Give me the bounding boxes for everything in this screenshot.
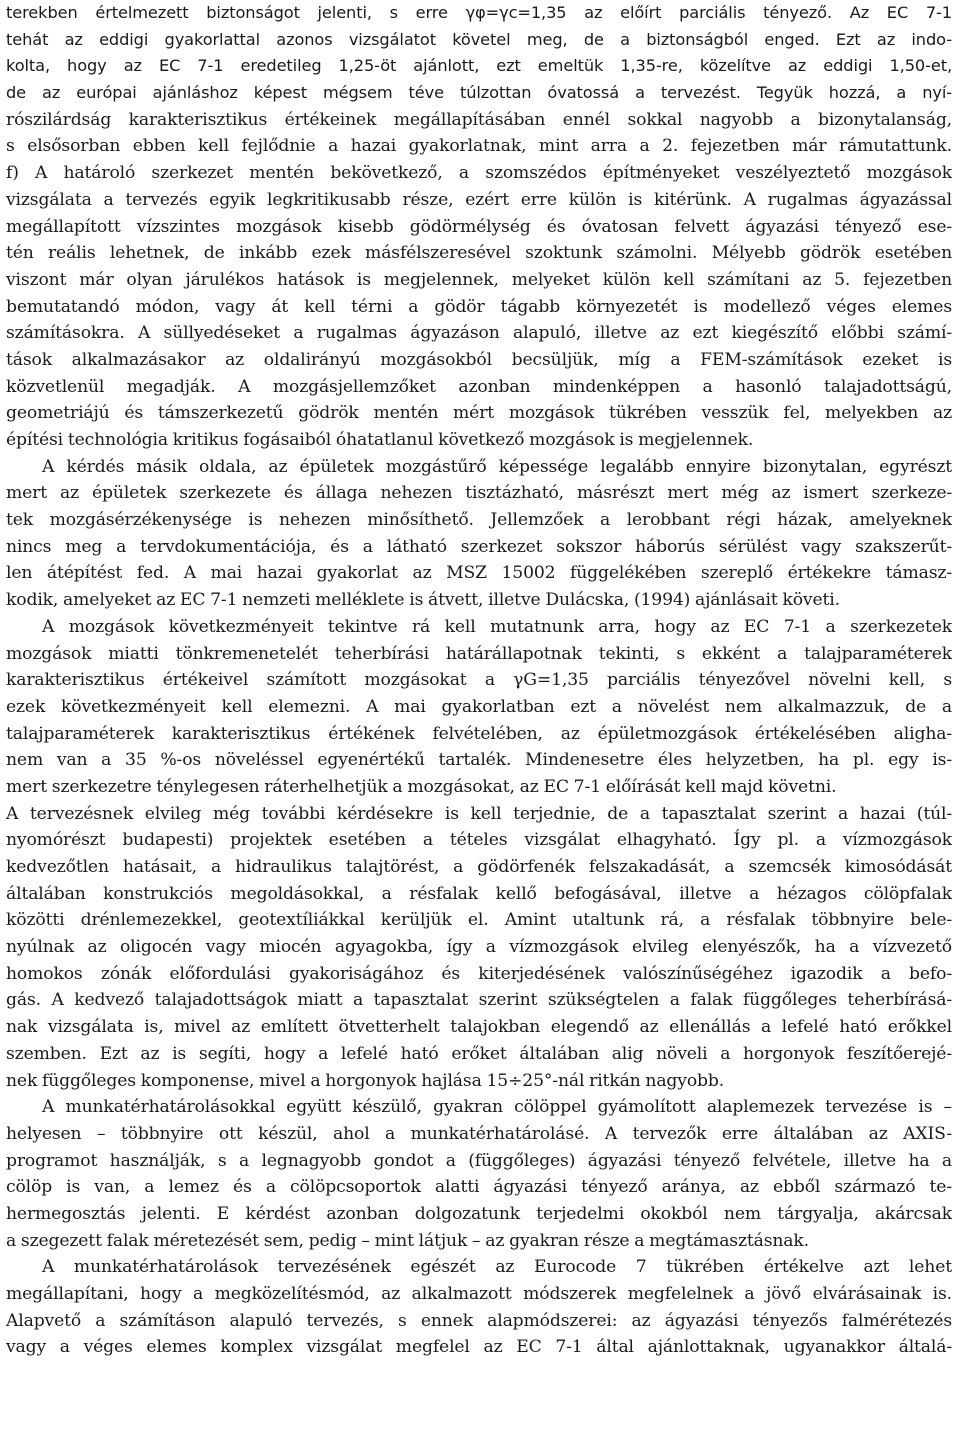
- text-line: de az európai ajánláshoz képest mégsem téve túlzottan óvatossá a tervezést. Tegyük hozzá, a nyí-: [6, 83, 952, 103]
- text-line: bemutatandó módon, vagy át kell térni a gödör tágabb környezetét is modellező véges elemes: [6, 296, 952, 317]
- text-line: számításokra. A süllyedéseket a rugalmas ágyazáson alapuló, illetve az ezt kiegészítő előbbi számí-: [6, 323, 952, 344]
- text-line: kolta, hogy az EC 7-1 eredetileg 1,25-öt ajánlott, ezt emeltük 1,35-re, közelítve az eddigi 1,50-et,: [6, 56, 952, 76]
- text-line: talajparaméterek karakterisztikus értékének felvételében, az épületmozgások értékelésében aligha-: [6, 723, 952, 744]
- text-line: hermegosztás jelenti. E kérdést azonban dolgozatunk terjedelmi okokból nem tárgyalja, akárcsak: [6, 1203, 952, 1224]
- text-line: geometriájú és támszerkezetű gödrök mentén mért mozgások tükrében vesszük fel, melyekben az: [6, 403, 952, 424]
- text-line: Alapvető a számításon alapuló tervezés, s ennek alapmódszerei: az ágyazási tényezős falmérétezés: [6, 1310, 952, 1331]
- text-line: általában konstrukciós megoldásokkal, a résfalak kellő befogásával, illetve a hézagos cölöpfalak: [6, 883, 952, 904]
- text-line: nek függőleges komponense, mivel a horgonyok hajlása 15÷25°-nál ritkán nagyobb.: [6, 1070, 725, 1091]
- text-line: s elsősorban ebben kell fejlődnie a hazai gyakorlatnak, mint arra a 2. fejezetben már rámutattunk.: [6, 136, 952, 157]
- text-line: A munkatérhatárolásokkal együtt készülő, gyakran cölöppel gyámolított alaplemezek tervezése is –: [42, 1097, 952, 1118]
- text-line: kedvezőtlen hatásait, a hidraulikus talajtörést, a gödörfenék felszakadását, a szemcsék kimosódását: [6, 857, 952, 877]
- text-line: A mozgások következményeit tekintve rá kell mutatnunk arra, hogy az EC 7-1 a szerkezetek: [42, 616, 952, 637]
- text-line: megállapított vízszintes mozgások kisebb gödörmélység és óvatosan felvett ágyazási tényező ese-: [6, 216, 952, 237]
- text-line: mozgások miatti tönkremenetelét teherbírási határállapotnak tekinti, s ekként a talajparaméterek: [6, 643, 952, 664]
- text-line: A munkatérhatárolások tervezésének egészét az Eurocode 7 tükrében értékelve azt lehet: [42, 1257, 952, 1278]
- text-line: mert az épületek szerkezete és állaga nehezen tisztázható, másrészt mert még az ismert szerkeze-: [6, 483, 952, 504]
- text-line: a szegezett falak méretezését sem, pedig – mint látjuk – az gyakran része a megtámasztásnak.: [6, 1230, 809, 1251]
- text-line: ezek következményeit kell elemezni. A mai gyakorlatban ezt a növelést nem alkalmazzuk, de a: [6, 696, 952, 717]
- text-line: nyomórészt budapesti) projektek esetében a tételes vizsgálat elhagyható. Így pl. a vízmozgások: [6, 830, 952, 851]
- text-line: szemben. Ezt az is segíti, hogy a lefelé ható erőket általában alig növeli a horgonyok feszítőerejé-: [6, 1043, 952, 1064]
- text-line: tén reális lehetnek, de inkább ezek másfélszeresével szoktunk számolni. Mélyebb gödrök esetében: [6, 243, 952, 264]
- text-line: vagy a véges elemes komplex vizsgálat megfelel az EC 7-1 által ajánlottaknak, ugyanakkor általá-: [6, 1337, 952, 1358]
- text-line: vizsgálata a tervezés egyik legkritikusabb része, ezért erre külön is kitérünk. A rugalmas ágyazással: [6, 189, 952, 210]
- text-line: homokos zónák előfordulási gyakoriságához és kiterjedésének valószínűségéhez igazodik a befo-: [6, 963, 952, 984]
- text-line: viszont már olyan járulékos hatások is megjelennek, melyeket külön kell számítani az 5. fejezetben: [6, 269, 952, 290]
- text-line: karakterisztikus értékeivel számított mozgásokat a γG=1,35 parciális tényezővel növelni kell, s: [6, 670, 952, 691]
- text-line: mert szerkezetre ténylegesen ráterhelhetjük a mozgásokat, az EC 7-1 előírását kell majd követni.: [6, 776, 837, 797]
- text-line: megállapítani, hogy a megközelítésmód, az alkalmazott módszerek megfelelnek a jövő elvárásainak is.: [6, 1284, 952, 1304]
- text-line: közvetlenül megadják. A mozgásjellemzőket azonban mindenképpen a hasonló talajadottságú,: [6, 376, 952, 397]
- text-line: rószilárdság karakterisztikus értékeinek megállapításában ennél sokkal nagyobb a bizonytalanság,: [6, 109, 952, 130]
- text-line: gás. A kedvező talajadottságok miatt a tapasztalat szerint szükségtelen a falak függőleges teherbírásá-: [6, 990, 952, 1011]
- text-line: építési technológia kritikus fogásaiból óhatatlanul következő mozgások is megjelennek.: [6, 430, 754, 450]
- text-line: A kérdés másik oldala, az épületek mozgástűrő képessége legalább ennyire bizonytalan, egyrészt: [42, 456, 952, 477]
- text-line: közötti drénlemezekkel, geotextíliákkal kerüljük el. Amint utaltunk rá, a résfalak többnyire bele-: [6, 910, 952, 931]
- text-line: terekben értelmezett biztonságot jelenti, s erre γφ=γc=1,35 az előírt parciális tényező. Az EC 7-1: [6, 3, 952, 22]
- text-line: nyúlnak az oligocén vagy miocén agyagokba, így a vízmozgások elvileg elenyészők, ha a vízvezető: [6, 937, 952, 958]
- text-line: tek mozgásérzékenysége is nehezen minősíthető. Jellemzőek a lerobbant régi házak, amelyeknek: [6, 510, 952, 531]
- text-line: A tervezésnek elvileg még további kérdésekre is kell terjednie, de a tapasztalat szerint a hazai (túl-: [6, 803, 952, 824]
- text-line: programot használják, s a legnagyobb gondot a (függőleges) ágyazási tényező felvétele, illetve ha a: [6, 1150, 952, 1171]
- text-line: helyesen – többnyire ott készül, ahol a munkatérhatárolásé. A tervezők erre általában az AXIS-: [6, 1123, 952, 1144]
- text-line: tehát az eddigi gyakorlattal azonos vizsgálatot követel meg, de a biztonságból enged. Ezt az indo-: [6, 29, 952, 49]
- text-line: tások alkalmazásakor az oldalirányú mozgásokból becsüljük, míg a FEM-számítások ezeket is: [6, 349, 952, 370]
- text-line: kodik, amelyeket az EC 7-1 nemzeti melléklete is átvett, illetve Dulácska, (1994) ajánlásait követi.: [6, 590, 840, 611]
- text-line: nincs meg a tervdokumentációja, és a látható szerkezet sokszor háborús sérülést vagy szakszerűt-: [6, 536, 952, 557]
- text-line: nak vizsgálata is, mivel az említett ötvetterhelt talajokban elegendő az ellenállás a lefelé ható erőkkel: [6, 1017, 952, 1038]
- text-line: nem van a 35 %-os növeléssel egyenértékű tartalék. Mindenesetre éles helyzetben, ha pl. egy is-: [6, 750, 952, 771]
- text-line: len átépítést fed. A mai hazai gyakorlat az MSZ 15002 függelékében szereplő értékekre támasz-: [6, 563, 952, 584]
- text-line: cölöp is van, a lemez és a cölöpcsoportok alatti ágyazási tényező aránya, az ebből származó te-: [6, 1177, 952, 1198]
- text-line: f) A határoló szerkezet mentén bekövetkező, a szomszédos építményeket veszélyeztető mozgások: [6, 163, 952, 184]
